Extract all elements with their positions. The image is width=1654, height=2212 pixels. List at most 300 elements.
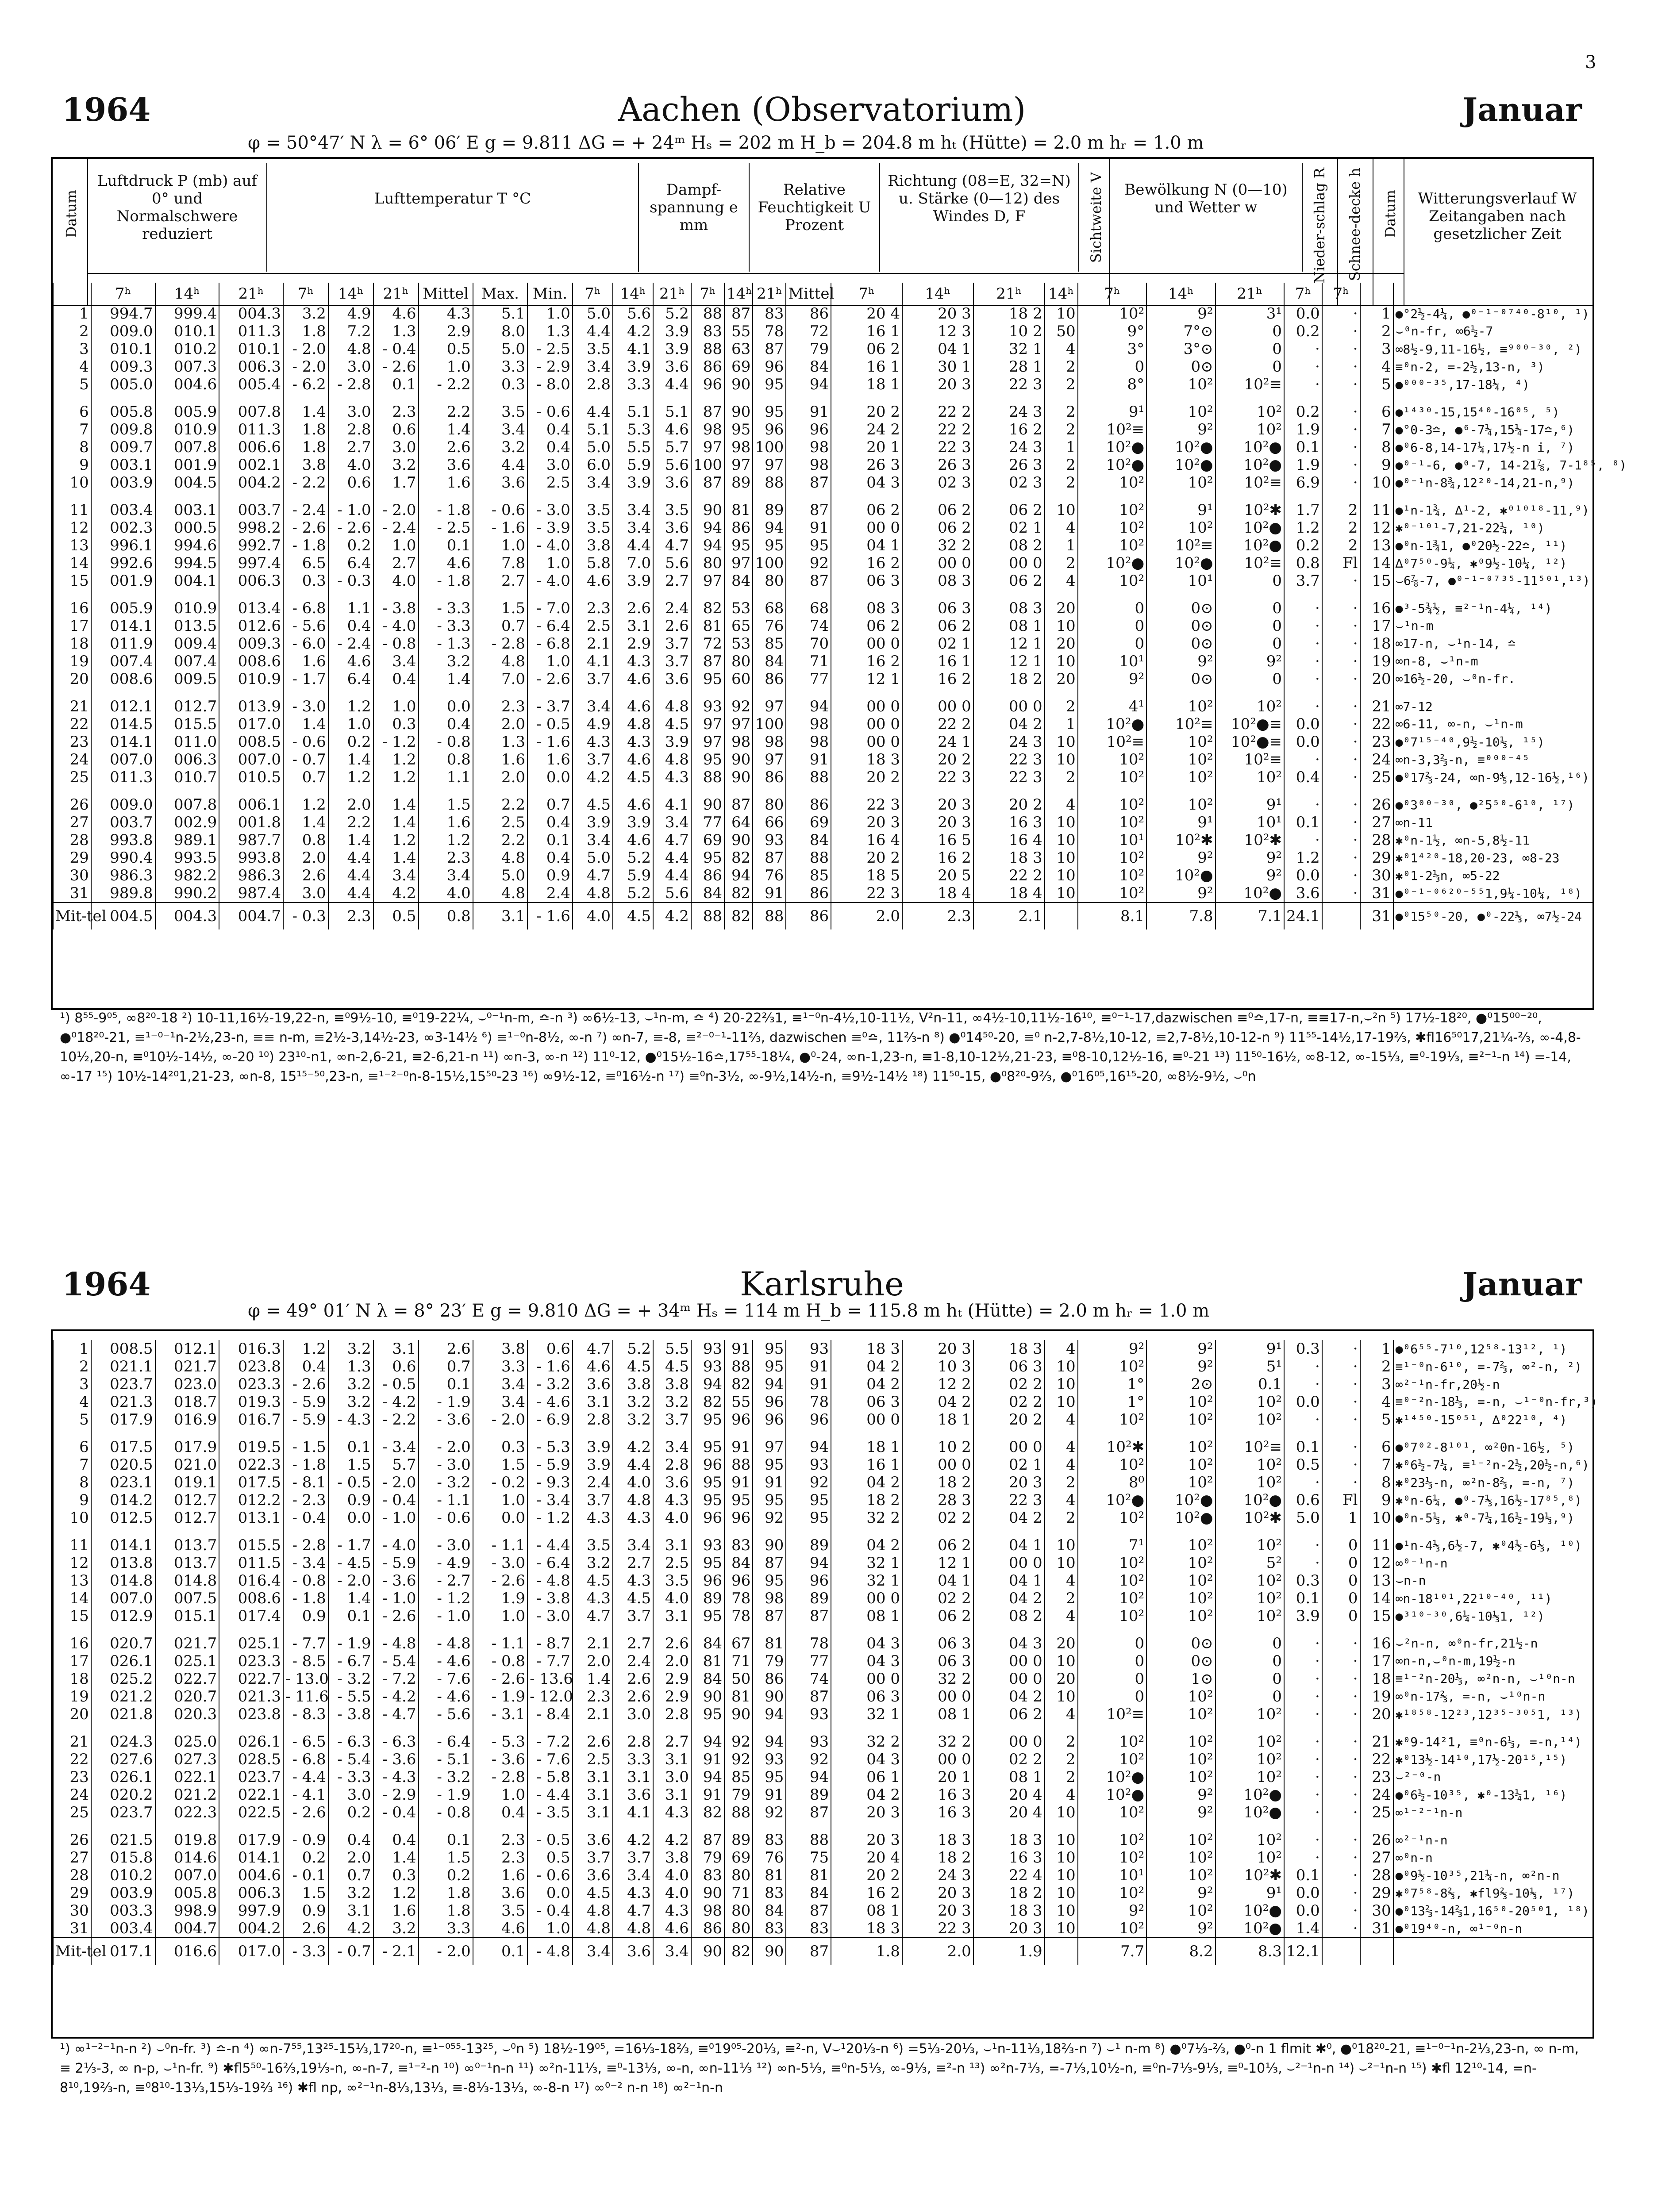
table-cell: 87 xyxy=(753,849,786,867)
table-cell: 2 xyxy=(1045,1474,1078,1491)
table-cell: 10² xyxy=(1215,1768,1284,1786)
table-cell: 10² xyxy=(1146,474,1215,492)
table-cell: 10² xyxy=(1215,1411,1284,1429)
table-cell: - 1.1 xyxy=(473,1635,527,1652)
table-cell: 2 xyxy=(1322,537,1360,554)
table-cell: 10² xyxy=(1146,1688,1215,1705)
spacer-cell xyxy=(786,1429,831,1438)
table-cell: 4.3 xyxy=(573,1509,613,1527)
spacer-cell xyxy=(1360,1723,1393,1733)
table-cell: 993.5 xyxy=(155,849,219,867)
spacer-cell xyxy=(328,393,373,403)
table-cell: 5.0 xyxy=(573,305,613,323)
table-cell: 9² xyxy=(1146,1786,1215,1804)
table-cell: 0 xyxy=(1215,323,1284,340)
table-cell: 1.2 xyxy=(1284,849,1322,867)
table-cell: 95 xyxy=(691,1411,724,1429)
table-cell: 23 xyxy=(1360,1768,1393,1786)
table-cell: 18 2 xyxy=(973,305,1045,323)
table-cell: 32 1 xyxy=(831,1705,902,1723)
weather-course-cell: ∞n-3,3⅔-n, ≡⁰⁰⁰⁻⁴⁵ xyxy=(1393,751,1592,768)
table-cell: 25 xyxy=(1360,1804,1393,1821)
table-cell: 0.1 xyxy=(419,1375,473,1393)
table-cell: 20 xyxy=(53,670,91,688)
table-cell: 022.5 xyxy=(219,1804,283,1821)
table-cell: 5.6 xyxy=(653,456,691,474)
spacer-cell xyxy=(724,1723,753,1733)
table-cell: 010.5 xyxy=(219,768,283,786)
table-cell: 004.6 xyxy=(219,1866,283,1884)
table-cell: - 8.7 xyxy=(527,1635,573,1652)
aachen-header-schnee: Schnee-decke h xyxy=(1338,159,1373,305)
table-cell: 94 xyxy=(786,1438,831,1456)
table-cell: 3.1 xyxy=(573,1393,613,1411)
table-cell: 24 3 xyxy=(973,733,1045,751)
table-cell: 9² xyxy=(1146,1358,1215,1375)
table-cell: 014.8 xyxy=(155,1572,219,1590)
table-cell: 3.0 xyxy=(328,1786,373,1804)
table-cell: - 4.7 xyxy=(373,1705,419,1723)
table-cell: 18 xyxy=(53,635,91,653)
table-cell: 023.8 xyxy=(219,1358,283,1375)
table-cell: 0.8 xyxy=(283,831,328,849)
table-cell: 95 xyxy=(786,1491,831,1509)
table-cell: 0.4 xyxy=(419,715,473,733)
table-subheader-cell: 7ʰ xyxy=(831,283,902,305)
table-cell: 3.8 xyxy=(653,1849,691,1866)
weather-course-cell: ⌣6⅞-7, ●⁰⁻¹⁻⁰⁷³⁵-11⁵⁰¹,¹³) xyxy=(1393,572,1592,590)
table-cell: 10²● xyxy=(1078,715,1146,733)
mean-cell: 4.5 xyxy=(613,902,653,929)
table-cell: 2.4 xyxy=(613,1652,653,1670)
table-cell: 015.5 xyxy=(219,1536,283,1554)
spacer-cell xyxy=(613,786,653,796)
table-cell: - 5.9 xyxy=(283,1393,328,1411)
table-cell: 010.2 xyxy=(91,1866,155,1884)
table-cell: 96 xyxy=(691,376,724,393)
spacer-cell xyxy=(1360,1527,1393,1536)
table-cell: 3.4 xyxy=(473,1393,527,1411)
table-cell: 10 xyxy=(1045,831,1078,849)
spacer-cell xyxy=(1146,786,1215,796)
table-cell: 3.2 xyxy=(613,1411,653,1429)
spacer-cell xyxy=(328,1821,373,1831)
table-cell: 31 xyxy=(1360,884,1393,902)
spacer-cell xyxy=(419,590,473,599)
table-cell: · xyxy=(1322,733,1360,751)
table-cell: 92 xyxy=(724,1733,753,1751)
table-cell: 3.6 xyxy=(473,474,527,492)
table-cell: 7 xyxy=(1360,421,1393,438)
table-cell: 89 xyxy=(786,1536,831,1554)
spacer-cell xyxy=(1322,786,1360,796)
table-cell: 25 xyxy=(53,768,91,786)
table-cell: 84 xyxy=(753,653,786,670)
spacer-cell xyxy=(328,590,373,599)
table-cell: · xyxy=(1322,1340,1360,1358)
table-cell: 10²≡ xyxy=(1215,554,1284,572)
table-cell: 81 xyxy=(691,1652,724,1670)
table-cell: 4.3 xyxy=(573,733,613,751)
table-cell: 96 xyxy=(691,1456,724,1474)
table-cell: 83 xyxy=(753,1920,786,1938)
table-cell: 10² xyxy=(1215,1393,1284,1411)
spacer-cell xyxy=(91,1625,155,1635)
table-cell: · xyxy=(1284,698,1322,715)
table-cell: 18 2 xyxy=(973,1884,1045,1902)
spacer-cell xyxy=(753,786,786,796)
table-cell: 4.8 xyxy=(328,340,373,358)
aachen-station-name: Aachen (Observatorium) xyxy=(618,91,1026,129)
spacer-cell xyxy=(527,1723,573,1733)
table-row xyxy=(53,323,1592,340)
table-cell: 80 xyxy=(724,1920,753,1938)
table-cell: 3.0 xyxy=(328,403,373,421)
table-cell: · xyxy=(1284,1786,1322,1804)
table-cell: 2.5 xyxy=(527,474,573,492)
table-cell: 4.8 xyxy=(573,1902,613,1920)
table-cell: 0.7 xyxy=(419,1358,473,1375)
table-cell: 0.7 xyxy=(473,617,527,635)
table-cell: 78 xyxy=(724,1590,753,1607)
table-cell: · xyxy=(1322,768,1360,786)
table-cell: 00 0 xyxy=(902,1456,973,1474)
table-cell: 2.0 xyxy=(283,849,328,867)
table-cell: 55 xyxy=(724,1393,753,1411)
table-cell: 5.9 xyxy=(613,456,653,474)
table-cell: 6.4 xyxy=(328,554,373,572)
table-cell: 11 xyxy=(53,501,91,519)
table-cell: 3.8 xyxy=(653,1375,691,1393)
spacer-cell xyxy=(1215,786,1284,796)
table-cell: · xyxy=(1322,474,1360,492)
spacer-cell xyxy=(1393,1723,1592,1733)
table-cell: 16 xyxy=(53,1635,91,1652)
spacer-cell xyxy=(902,1821,973,1831)
spacer-cell xyxy=(219,786,283,796)
table-cell: 04 3 xyxy=(831,1751,902,1768)
table-cell: 93 xyxy=(753,831,786,849)
table-cell: 2.7 xyxy=(373,554,419,572)
spacer-cell xyxy=(613,1723,653,1733)
table-cell: · xyxy=(1322,1375,1360,1393)
table-cell: 4 xyxy=(1360,358,1393,376)
table-cell: 994.6 xyxy=(155,537,219,554)
spacer-cell xyxy=(473,1429,527,1438)
table-cell: 95 xyxy=(691,1554,724,1572)
table-cell: 3.4 xyxy=(573,474,613,492)
table-cell: 3.8 xyxy=(613,1375,653,1393)
table-cell: 0 xyxy=(1078,599,1146,617)
spacer-cell xyxy=(691,492,724,501)
table-cell: 30 xyxy=(53,867,91,884)
table-cell: - 1.7 xyxy=(328,1536,373,1554)
table-cell: 16 4 xyxy=(831,831,902,849)
table-cell: 06 2 xyxy=(831,617,902,635)
table-cell: - 4.5 xyxy=(328,1554,373,1572)
table-cell: 9¹ xyxy=(1146,501,1215,519)
table-cell: 2.9 xyxy=(613,635,653,653)
table-cell: 18 3 xyxy=(973,1902,1045,1920)
spacer-cell xyxy=(691,1527,724,1536)
karlsruhe-table-frame xyxy=(51,1329,1598,2039)
table-cell: - 5.9 xyxy=(373,1554,419,1572)
table-cell: 20 4 xyxy=(973,1804,1045,1821)
spacer-cell xyxy=(328,1723,373,1733)
table-cell: · xyxy=(1284,1536,1322,1554)
table-row-spacer xyxy=(53,1723,1592,1733)
table-cell: - 11.6 xyxy=(283,1688,328,1705)
table-cell: 3.9 xyxy=(653,323,691,340)
spacer-cell xyxy=(786,1723,831,1733)
table-cell: 94 xyxy=(691,1375,724,1393)
table-cell: 012.7 xyxy=(155,1509,219,1527)
spacer-cell xyxy=(1146,1723,1215,1733)
table-cell: 3.7 xyxy=(653,1411,691,1429)
spacer-cell xyxy=(753,1527,786,1536)
table-cell: 94 xyxy=(691,1733,724,1751)
table-cell: 6.4 xyxy=(328,670,373,688)
table-cell: 3.7 xyxy=(613,1849,653,1866)
table-cell: 91 xyxy=(691,1786,724,1804)
table-cell: 86 xyxy=(786,305,831,323)
table-cell: 90 xyxy=(724,768,753,786)
table-cell: 10² xyxy=(1146,751,1215,768)
table-cell: 81 xyxy=(691,617,724,635)
table-cell: 5.0 xyxy=(573,438,613,456)
table-cell: 9² xyxy=(1078,1902,1146,1920)
table-cell: 88 xyxy=(724,1804,753,1821)
table-cell: 3.7 xyxy=(653,653,691,670)
table-cell: - 1.9 xyxy=(419,1786,473,1804)
table-cell: 84 xyxy=(691,884,724,902)
table-cell: · xyxy=(1322,1652,1360,1670)
table-cell: 4.3 xyxy=(419,305,473,323)
table-cell: 003.3 xyxy=(91,1902,155,1920)
mean-cell: ●⁰15⁵⁰-20, ●⁰-22⅓, ∞7½-24 xyxy=(1393,902,1592,929)
table-row xyxy=(53,1509,1592,1527)
table-cell: 1 xyxy=(1360,1340,1393,1358)
table-cell: 3.2 xyxy=(373,1920,419,1938)
spacer-cell xyxy=(1215,1723,1284,1733)
mean-cell: 7.7 xyxy=(1078,1938,1146,1965)
spacer-cell xyxy=(1146,1625,1215,1635)
spacer-cell xyxy=(328,1429,373,1438)
table-cell: 015.1 xyxy=(155,1607,219,1625)
spacer-cell xyxy=(155,492,219,501)
spacer-cell xyxy=(902,1625,973,1635)
spacer-cell xyxy=(473,590,527,599)
table-cell: 1.2 xyxy=(1284,519,1322,537)
table-cell: 0⊙ xyxy=(1146,635,1215,653)
table-cell: · xyxy=(1322,814,1360,831)
table-cell: 0 xyxy=(1078,1652,1146,1670)
mean-cell xyxy=(1045,902,1078,929)
table-row xyxy=(53,1688,1592,1705)
spacer-cell xyxy=(1146,1429,1215,1438)
table-cell: - 3.0 xyxy=(527,501,573,519)
mean-cell: 0.5 xyxy=(373,902,419,929)
table-row xyxy=(53,1768,1592,1786)
table-cell: 0 xyxy=(1215,1688,1284,1705)
table-cell: 10²● xyxy=(1215,519,1284,537)
table-cell: 4.0 xyxy=(373,572,419,590)
spacer-cell xyxy=(1078,1527,1146,1536)
table-cell: - 7.0 xyxy=(527,599,573,617)
table-cell: 0.2 xyxy=(1284,403,1322,421)
table-cell: 9² xyxy=(1146,849,1215,867)
table-cell: 95 xyxy=(786,1509,831,1527)
table-cell: 3.0 xyxy=(653,1768,691,1786)
spacer-cell xyxy=(328,688,373,698)
table-cell: 1.2 xyxy=(373,751,419,768)
table-cell: 2.6 xyxy=(419,1340,473,1358)
table-cell: 1.6 xyxy=(419,474,473,492)
table-cell: 4.8 xyxy=(473,884,527,902)
spacer-cell xyxy=(613,393,653,403)
table-cell: 20 3 xyxy=(902,796,973,814)
table-cell: 3.2 xyxy=(573,1554,613,1572)
table-cell: 0⊙ xyxy=(1146,670,1215,688)
table-cell: 31 xyxy=(1360,1920,1393,1938)
table-cell: - 0.6 xyxy=(419,1509,473,1527)
spacer-cell xyxy=(328,786,373,796)
table-cell: 1.4 xyxy=(328,1590,373,1607)
table-cell: 06 2 xyxy=(902,1536,973,1554)
table-cell: · xyxy=(1322,1456,1360,1474)
table-cell: 3°⊙ xyxy=(1146,340,1215,358)
table-cell: 20 3 xyxy=(902,1884,973,1902)
table-cell: 20 3 xyxy=(831,1831,902,1849)
table-cell: - 0.8 xyxy=(283,1572,328,1590)
table-cell: · xyxy=(1322,1670,1360,1688)
table-cell: 0 xyxy=(1215,599,1284,617)
table-cell: 32 1 xyxy=(831,1572,902,1590)
table-row xyxy=(53,456,1592,474)
spacer-cell xyxy=(283,688,328,698)
table-cell: 0.0 xyxy=(473,1509,527,1527)
spacer-cell xyxy=(902,786,973,796)
table-cell: 10 xyxy=(1045,1688,1078,1705)
table-cell: 9¹ xyxy=(1078,403,1146,421)
table-row xyxy=(53,733,1592,751)
table-cell: 010.9 xyxy=(219,670,283,688)
table-cell: 019.1 xyxy=(155,1474,219,1491)
table-cell: 009.3 xyxy=(219,635,283,653)
table-cell: 2.7 xyxy=(473,572,527,590)
table-cell: 9² xyxy=(1146,1340,1215,1358)
table-cell: 012.7 xyxy=(155,1491,219,1509)
spacer-cell xyxy=(373,492,419,501)
table-cell: 10 xyxy=(1045,1554,1078,1572)
table-cell: - 1.1 xyxy=(419,1491,473,1509)
table-cell: 0.3 xyxy=(283,572,328,590)
table-cell: 7 xyxy=(53,421,91,438)
table-cell: · xyxy=(1284,1474,1322,1491)
table-cell: - 4.0 xyxy=(527,537,573,554)
table-cell: 3.3 xyxy=(473,1358,527,1375)
table-cell: 17 xyxy=(53,617,91,635)
spacer-cell xyxy=(753,1723,786,1733)
table-cell: 0.1 xyxy=(1284,438,1322,456)
table-cell: · xyxy=(1284,1751,1322,1768)
table-cell: 1.9 xyxy=(473,1590,527,1607)
table-cell: 18 2 xyxy=(902,1474,973,1491)
table-cell: 10 xyxy=(1045,1375,1078,1393)
table-cell: 5.2 xyxy=(613,884,653,902)
table-cell: 4.0 xyxy=(653,1509,691,1527)
table-cell: 0 xyxy=(1215,1635,1284,1652)
table-cell: · xyxy=(1322,1751,1360,1768)
table-row xyxy=(53,572,1592,590)
spacer-cell xyxy=(1146,492,1215,501)
table-subheader-cell: 21ʰ xyxy=(653,283,691,305)
table-cell: 0 xyxy=(1215,1670,1284,1688)
table-cell: 16 2 xyxy=(902,670,973,688)
table-cell: 10² xyxy=(1215,1536,1284,1554)
mean-cell xyxy=(1045,1938,1078,1965)
table-cell: 78 xyxy=(786,1635,831,1652)
spacer-cell xyxy=(786,688,831,698)
table-cell: 10² xyxy=(1078,537,1146,554)
table-cell: 982.2 xyxy=(155,867,219,884)
spacer-cell xyxy=(902,393,973,403)
spacer-cell xyxy=(973,1821,1045,1831)
table-cell: - 4.4 xyxy=(527,1786,573,1804)
table-cell: - 8.5 xyxy=(283,1652,328,1670)
table-cell: 10² xyxy=(1215,698,1284,715)
table-cell: 3.8 xyxy=(573,537,613,554)
table-cell: - 4.0 xyxy=(527,572,573,590)
table-cell: 1.6 xyxy=(373,1902,419,1920)
table-cell: · xyxy=(1322,698,1360,715)
weather-course-cell: ●³¹⁰⁻³⁰,6¼-10⅓1, ¹²) xyxy=(1393,1607,1592,1625)
table-cell: 2.5 xyxy=(653,1554,691,1572)
table-cell: 2.2 xyxy=(328,814,373,831)
table-cell: - 1.7 xyxy=(283,670,328,688)
table-row xyxy=(53,635,1592,653)
mean-cell: - 2.0 xyxy=(419,1938,473,1965)
spacer-cell xyxy=(91,1821,155,1831)
table-cell: · xyxy=(1322,1393,1360,1411)
table-cell: 013.9 xyxy=(219,698,283,715)
table-cell: 1.0 xyxy=(473,537,527,554)
table-cell: 16 2 xyxy=(831,653,902,670)
spacer-cell xyxy=(155,1723,219,1733)
table-cell: 0 xyxy=(1215,340,1284,358)
aachen-header-datum-right: Datum xyxy=(1373,159,1404,305)
table-cell: 4.1 xyxy=(573,653,613,670)
table-cell: 3.6 xyxy=(573,1866,613,1884)
table-cell: 70 xyxy=(786,635,831,653)
table-cell: 18 xyxy=(1360,635,1393,653)
table-cell: 19 xyxy=(1360,653,1393,670)
spacer-cell xyxy=(527,393,573,403)
table-cell: 50 xyxy=(724,1670,753,1688)
table-cell: 12 2 xyxy=(902,1375,973,1393)
mean-row xyxy=(53,902,1592,929)
table-subheader-cell: Max. xyxy=(473,283,527,305)
spacer-cell xyxy=(831,1723,902,1733)
table-cell: - 4.8 xyxy=(527,1572,573,1590)
spacer-cell xyxy=(373,590,419,599)
table-cell: 10² xyxy=(1215,403,1284,421)
spacer-cell xyxy=(753,393,786,403)
table-row xyxy=(53,1456,1592,1474)
mean-cell: 8.3 xyxy=(1215,1938,1284,1965)
spacer-cell xyxy=(91,393,155,403)
table-cell: 0⊙ xyxy=(1146,1635,1215,1652)
